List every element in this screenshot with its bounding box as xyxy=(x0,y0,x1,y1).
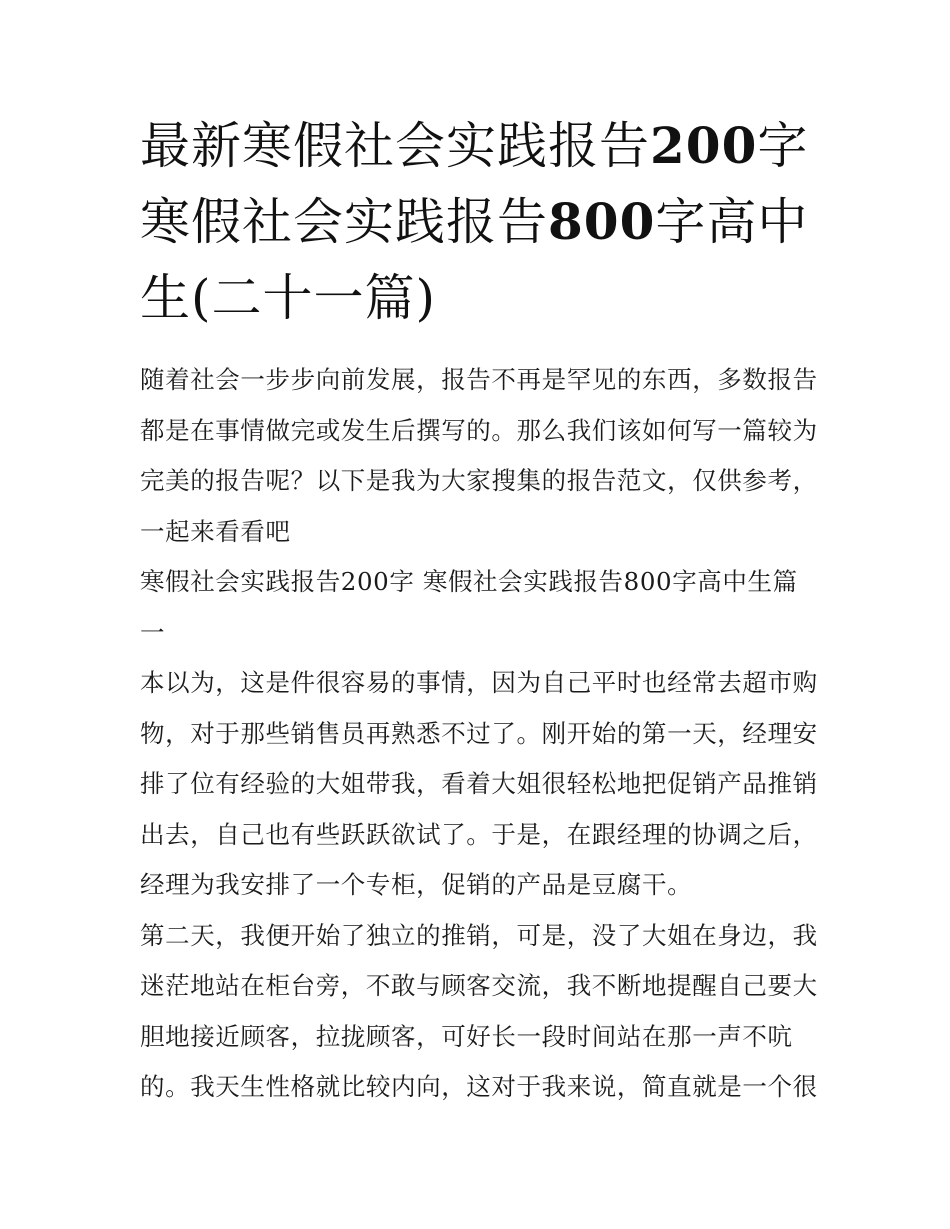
document-body xyxy=(140,355,818,1113)
title-number-2: 800 xyxy=(548,192,656,251)
body-paragraph-1: 本以为，这是件很容易的事情，因为自己平时也经常去超市购物，对于那些销售员再熟悉不过了。刚开始的第一天，经理安排了位有经验的大姐带我，看着大姐很轻松地把促销产品推销出去，自己也有些跃跃欲试了。于是，在跟经理的协调之后，经理为我安排了一个专柜，促销的产品是豆腐干。 xyxy=(140,668,818,899)
intro-paragraph: 随着社会一步步向前发展，报告不再是罕见的东西，多数报告都是在事情做完或发生后撰写的。那么我们该如何写一篇较为完美的报告呢？以下是我为大家搜集的报告范文，仅供参考，一起来看看吧 xyxy=(140,365,818,546)
title-text-1: 最新寒假社会实践报告 xyxy=(140,117,650,175)
section-heading: 寒假社会实践报告200字 寒假社会实践报告800字高中生篇一 xyxy=(140,567,798,647)
document-title xyxy=(140,108,820,336)
title-text-3: 字高中生(二十一篇) xyxy=(140,193,809,327)
title-number-1: 200 xyxy=(650,116,758,175)
title-text-2: 字寒假社会实践报告 xyxy=(140,117,809,251)
body-paragraph-2: 第二天，我便开始了独立的推销，可是，没了大姐在身边，我迷茫地站在柜台旁，不敢与顾客交流，我不断地提醒自己要大胆地接近顾客，拉拢顾客，可好长一段时间站在那一声不吭的。我天生性格就比较内向，这对于我来说，简直就是一个很 xyxy=(140,920,818,1101)
